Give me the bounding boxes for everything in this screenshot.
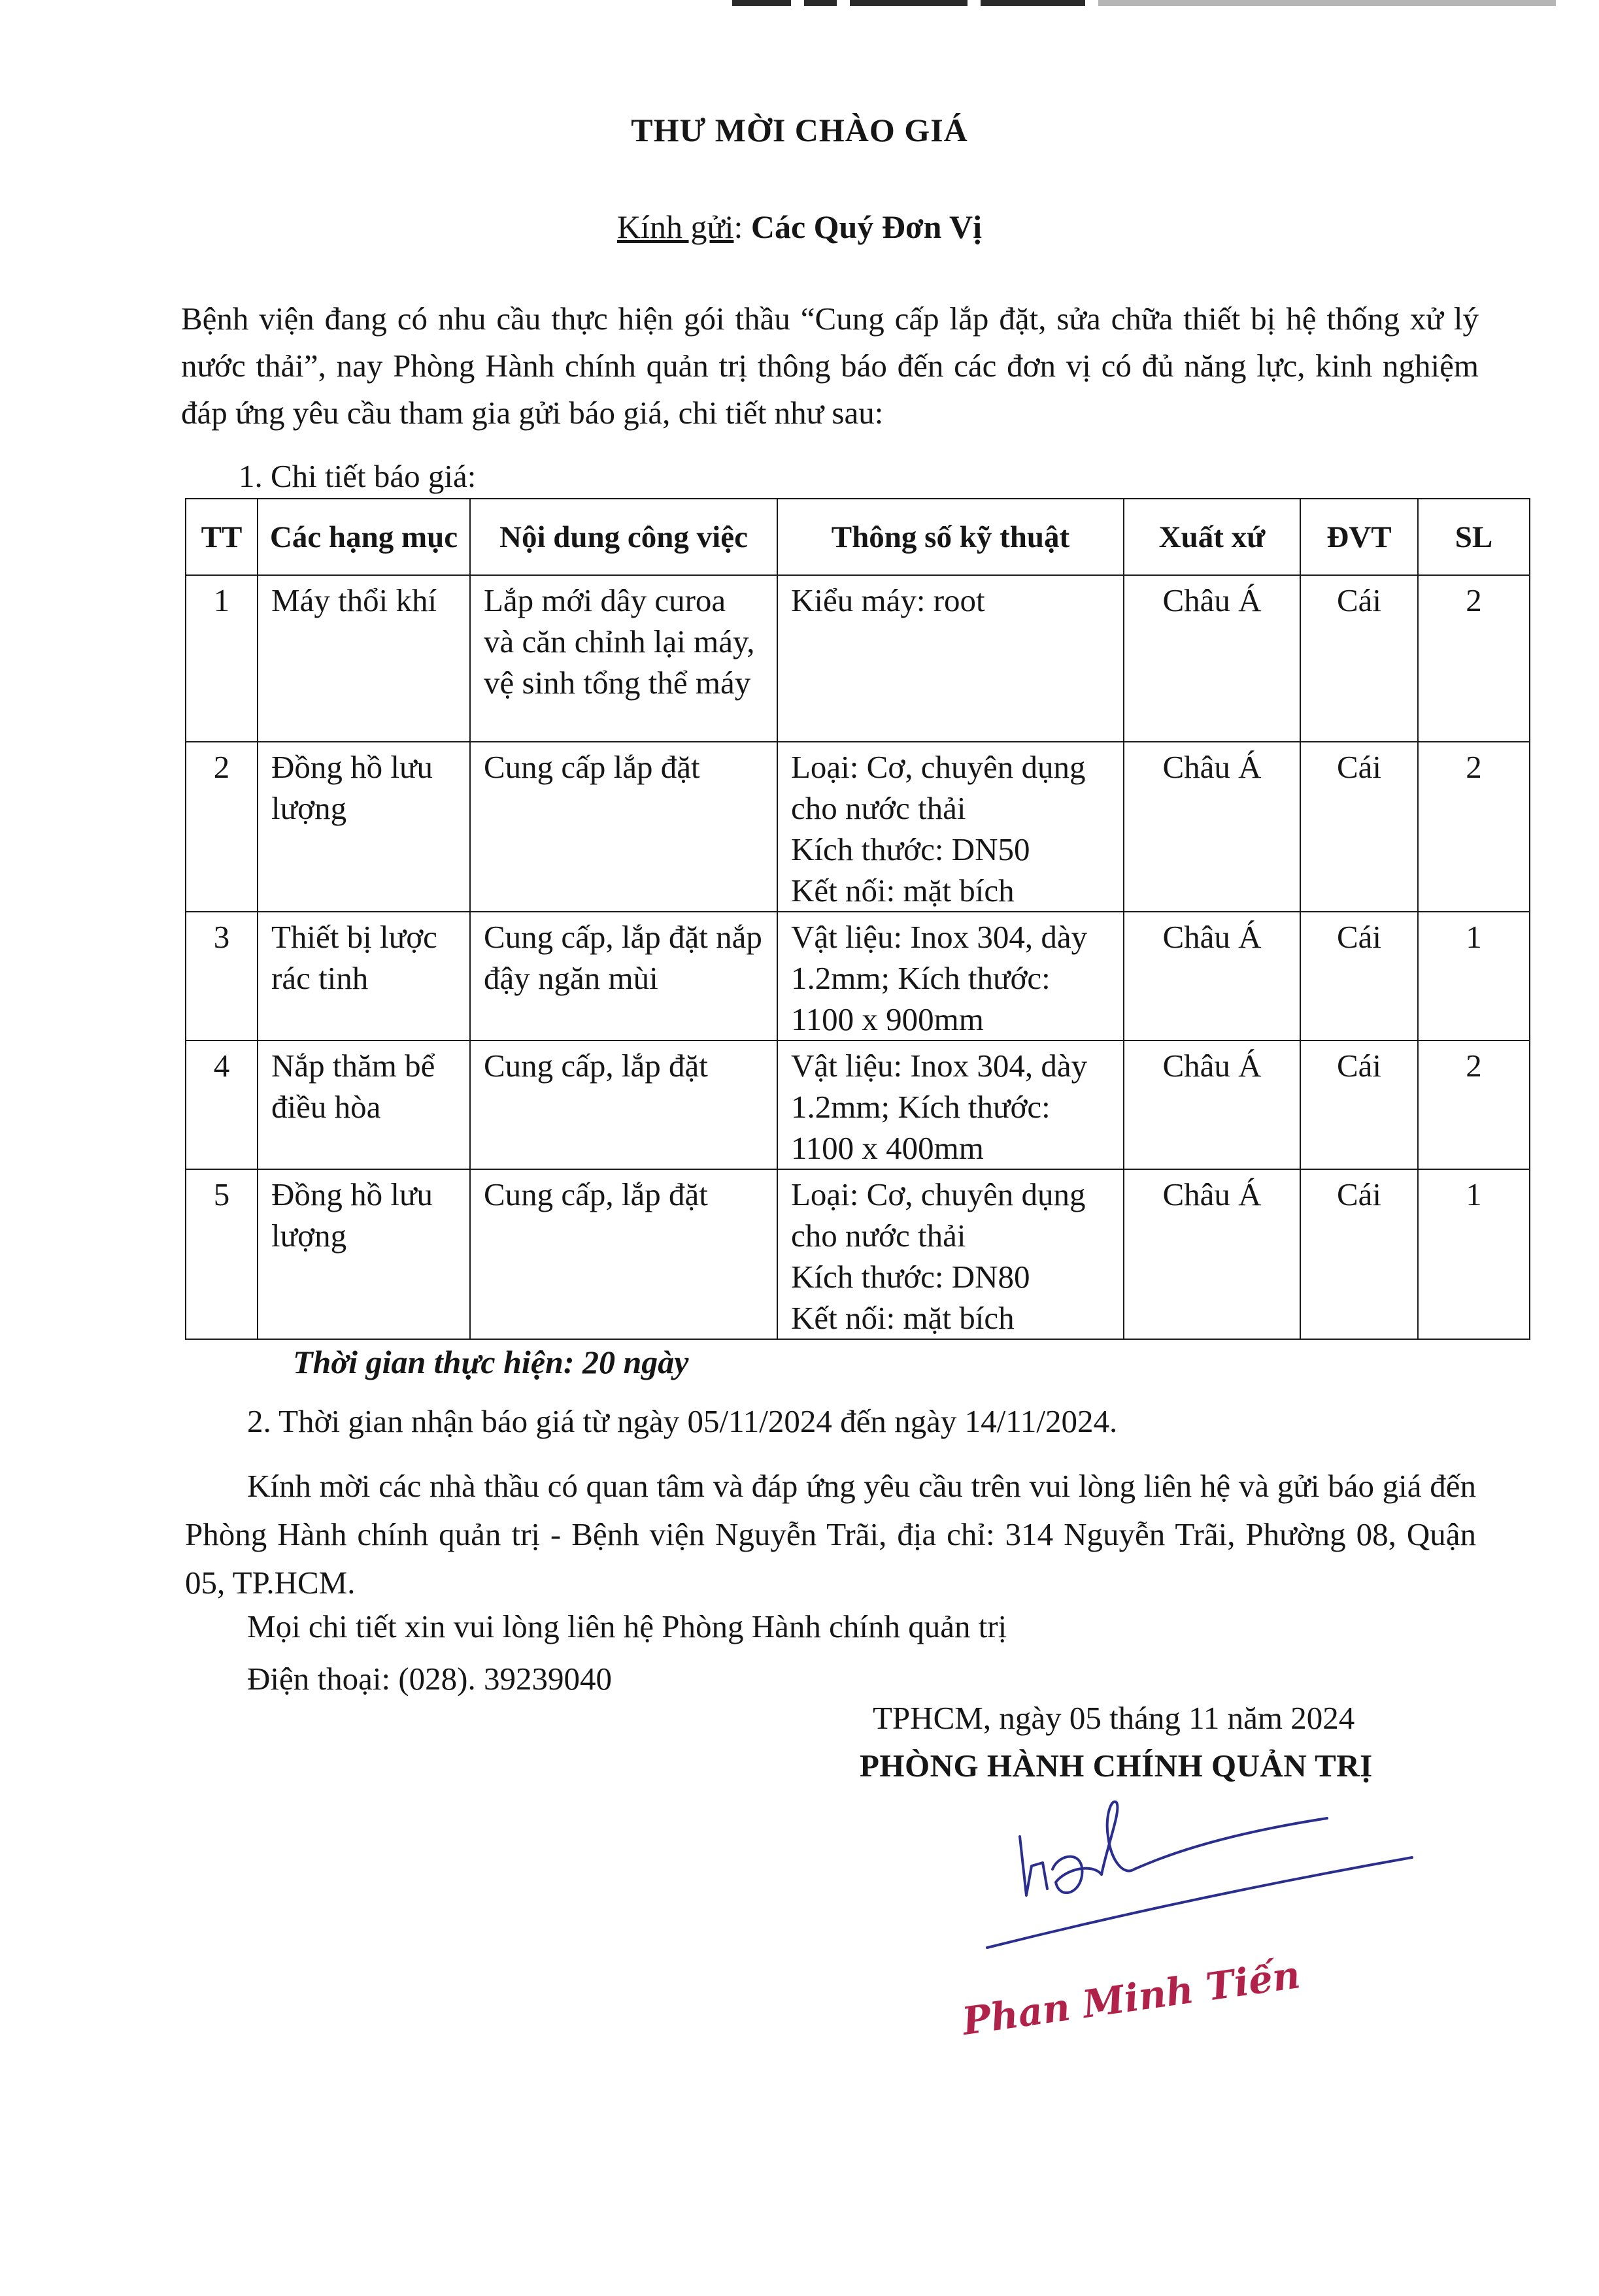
table-row xyxy=(186,575,1530,742)
cell-tt: 4 xyxy=(186,1040,258,1169)
cell-tt: 5 xyxy=(186,1169,258,1339)
cell-qty: 1 xyxy=(1418,1169,1530,1339)
cell-origin: Châu Á xyxy=(1124,1169,1300,1339)
cell-unit: Cái xyxy=(1300,912,1418,1040)
place-date: TPHCM, ngày 05 tháng 11 năm 2024 xyxy=(873,1700,1355,1736)
cell-content: Cung cấp, lắp đặt xyxy=(470,1169,777,1339)
document-title: THƯ MỜI CHÀO GIÁ xyxy=(631,112,968,148)
cell-spec: Kiểu máy: root xyxy=(777,575,1124,742)
header-tt: TT xyxy=(186,499,258,575)
cell-origin: Châu Á xyxy=(1124,742,1300,912)
cell-item: Thiết bị lược rác tinh xyxy=(258,912,470,1040)
cell-content: Cung cấp lắp đặt xyxy=(470,742,777,912)
intro-paragraph: Bệnh viện đang có nhu cầu thực hiện gói thầu “Cung cấp lắp đặt, sửa chữa thiết bị hệ thống xử lý nước thải”, nay Phòng Hành chính quản trị thông báo đến các đơn vị có đủ năng lực, kinh nghiệm đáp ứng yêu cầu tham gia gửi báo giá, chi tiết như sau: xyxy=(181,301,1479,431)
invitation-paragraph: Kính mời các nhà thầu có quan tâm và đáp ứng yêu cầu trên vui lòng liên hệ và gửi báo giá đến Phòng Hành chính quản trị - Bệnh viện Nguyễn Trãi, địa chỉ: 314 Nguyễn Trãi, Phường 08, Quận 05, TP.HCM. xyxy=(185,1468,1476,1601)
cell-tt: 2 xyxy=(186,742,258,912)
cell-tt: 1 xyxy=(186,575,258,742)
cell-qty: 2 xyxy=(1418,1040,1530,1169)
cell-origin: Châu Á xyxy=(1124,912,1300,1040)
section-2-quote-period: 2. Thời gian nhận báo giá từ ngày 05/11/2024 đến ngày 14/11/2024. xyxy=(247,1403,1118,1439)
cell-item: Máy thổi khí xyxy=(258,575,470,742)
table-header-row xyxy=(186,499,1530,575)
header-content: Nội dung công việc xyxy=(470,499,777,575)
cell-spec: Loại: Cơ, chuyên dụng cho nước thải Kích thước: DN50 Kết nối: mặt bích xyxy=(777,742,1124,912)
cell-origin: Châu Á xyxy=(1124,575,1300,742)
cell-qty: 2 xyxy=(1418,742,1530,912)
cell-unit: Cái xyxy=(1300,1040,1418,1169)
table-row xyxy=(186,742,1530,912)
contact-line: Mọi chi tiết xin vui lòng liên hệ Phòng Hành chính quản trị xyxy=(247,1608,1007,1644)
cell-unit: Cái xyxy=(1300,742,1418,912)
cell-origin: Châu Á xyxy=(1124,1040,1300,1169)
cell-qty: 1 xyxy=(1418,912,1530,1040)
section-1-heading: 1. Chi tiết báo giá: xyxy=(239,458,477,494)
department-name: PHÒNG HÀNH CHÍNH QUẢN TRỊ xyxy=(860,1748,1373,1784)
cell-spec: Vật liệu: Inox 304, dày 1.2mm; Kích thước: 1100 x 900mm xyxy=(777,912,1124,1040)
header-qty: SL xyxy=(1418,499,1530,575)
phone-line: Điện thoại: (028). 39239040 xyxy=(247,1661,612,1697)
table-row xyxy=(186,1040,1530,1169)
cell-spec: Vật liệu: Inox 304, dày 1.2mm; Kích thước: 1100 x 400mm xyxy=(777,1040,1124,1169)
cell-content: Lắp mới dây curoa và căn chỉnh lại máy, vệ sinh tổng thể máy xyxy=(470,575,777,742)
cell-item: Nắp thăm bể điều hòa xyxy=(258,1040,470,1169)
greeting-line xyxy=(0,208,1599,246)
greeting-label: Kính gửi xyxy=(616,208,734,245)
cell-spec: Loại: Cơ, chuyên dụng cho nước thải Kích thước: DN80 Kết nối: mặt bích xyxy=(777,1169,1124,1339)
signer-name-text: Phan Minh Tiến xyxy=(959,1952,1303,2044)
header-spec: Thông số kỹ thuật xyxy=(777,499,1124,575)
cell-unit: Cái xyxy=(1300,575,1418,742)
header-unit: ĐVT xyxy=(1300,499,1418,575)
cell-content: Cung cấp, lắp đặt xyxy=(470,1040,777,1169)
cell-qty: 2 xyxy=(1418,575,1530,742)
greeting-recipient: Các Quý Đơn Vị xyxy=(750,208,983,245)
cell-tt: 3 xyxy=(186,912,258,1040)
cell-unit: Cái xyxy=(1300,1169,1418,1339)
greeting-colon: : xyxy=(733,208,751,245)
execution-duration: Thời gian thực hiện: 20 ngày xyxy=(293,1344,689,1380)
cell-item: Đồng hồ lưu lượng xyxy=(258,742,470,912)
table-row xyxy=(186,912,1530,1040)
header-item: Các hạng mục xyxy=(258,499,470,575)
quote-table xyxy=(185,498,1530,1340)
table-row xyxy=(186,1169,1530,1339)
signer-name-stamp xyxy=(954,1952,1303,2046)
cell-item: Đồng hồ lưu lượng xyxy=(258,1169,470,1339)
cell-content: Cung cấp, lắp đặt nắp đậy ngăn mùi xyxy=(470,912,777,1040)
header-origin: Xuất xứ xyxy=(1124,499,1300,575)
